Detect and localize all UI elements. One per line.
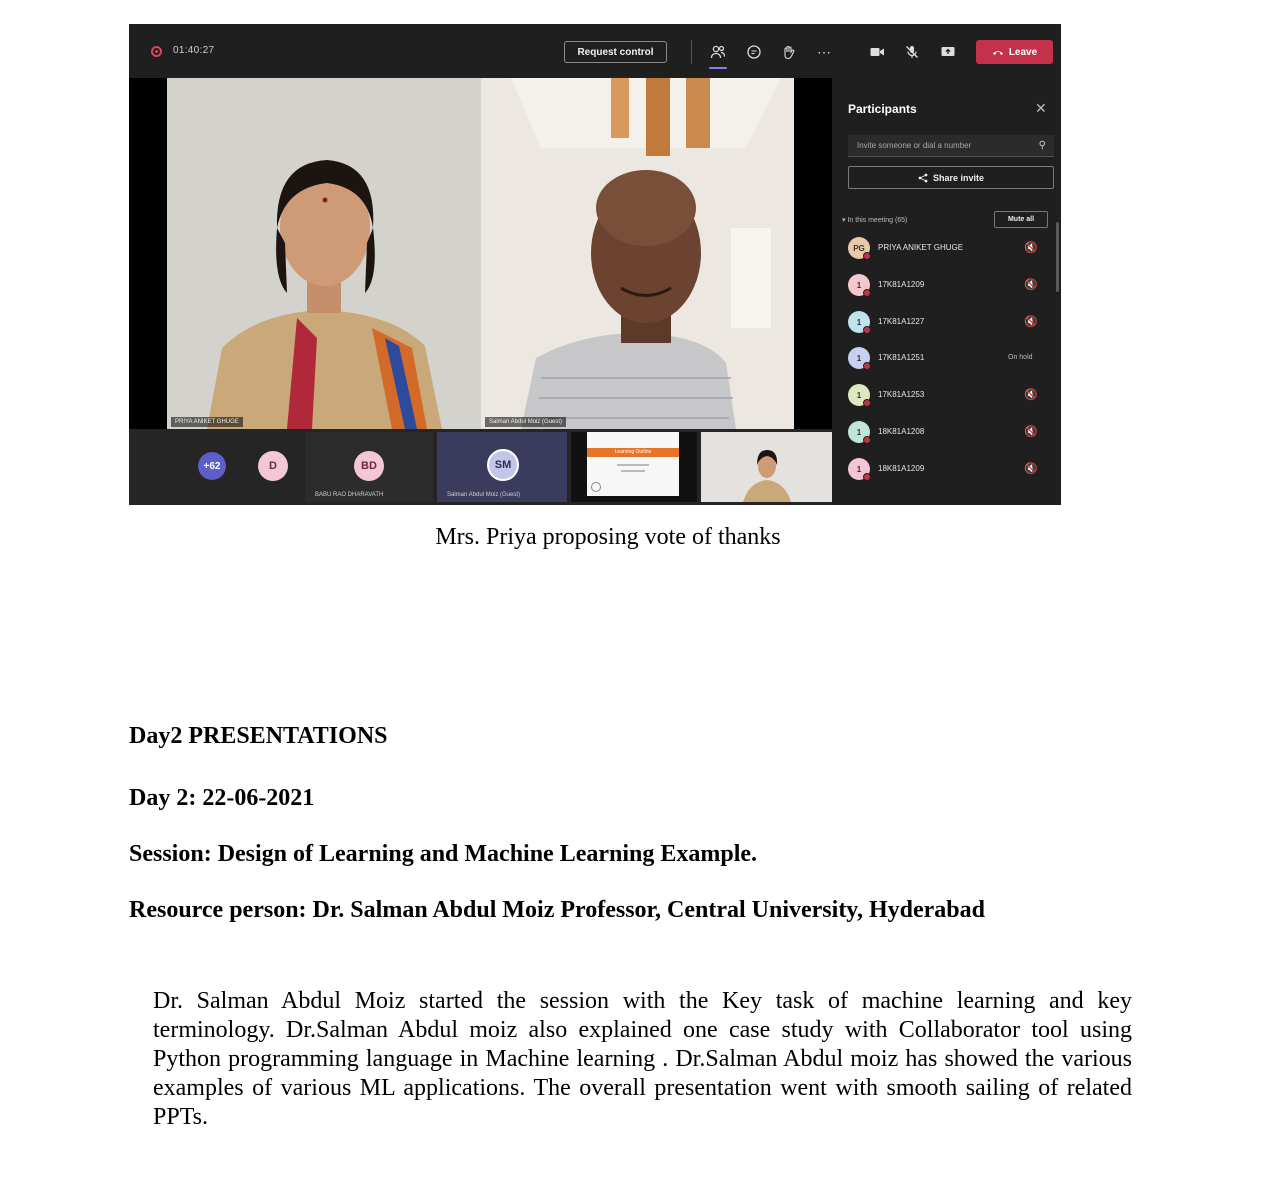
mic-off-icon: 🔇 <box>1024 463 1038 475</box>
mic-off-icon: 🔇 <box>1024 279 1038 291</box>
participant-avatar: 1 <box>848 384 870 406</box>
participant-row[interactable] <box>848 458 1058 484</box>
meeting-screenshot <box>129 24 1061 505</box>
request-control-button[interactable]: Request control <box>564 41 667 63</box>
raise-hand-icon[interactable] <box>778 41 800 63</box>
participant-tile-name: BABU RAO DHARAVATH <box>315 492 384 498</box>
leave-label: Leave <box>1008 46 1038 58</box>
participant-name: 18K81A1208 <box>878 427 925 436</box>
mic-off-icon: 🔇 <box>1024 242 1038 254</box>
phone-hangup-icon <box>992 48 1004 56</box>
participant-tile-bd[interactable] <box>305 432 433 502</box>
participant-row[interactable] <box>848 311 1058 337</box>
meeting-timer: 01:40:27 <box>173 45 215 56</box>
share-screen-icon[interactable] <box>937 41 959 63</box>
participant-name: 17K81A1251 <box>878 353 925 362</box>
participant-avatar: 1 <box>848 421 870 443</box>
people-icon[interactable] <box>707 41 729 63</box>
self-video-tile[interactable] <box>701 432 832 502</box>
participant-name: PRIYA ANIKET GHUGE <box>878 243 964 252</box>
participant-name: 17K81A1227 <box>878 317 925 326</box>
participant-avatar: 1 <box>848 347 870 369</box>
slide-thumbnail <box>587 432 679 496</box>
participant-avatar-sm: SM <box>487 449 519 481</box>
participant-name: 18K81A1209 <box>878 464 925 473</box>
video-feed-image <box>481 78 794 429</box>
day-heading: Day 2: 22-06-2021 <box>129 785 315 811</box>
in-meeting-header[interactable]: ▾ In this meeting (65) <box>842 217 908 224</box>
invite-search-input[interactable] <box>848 135 1054 157</box>
participant-avatar-d[interactable]: D <box>258 451 288 481</box>
slide-title: Learning Outline <box>587 448 679 457</box>
leave-button[interactable] <box>976 40 1053 64</box>
participant-row[interactable] <box>848 274 1058 300</box>
mute-all-button[interactable]: Mute all <box>994 211 1048 228</box>
session-summary-paragraph: Dr. Salman Abdul Moiz started the session with the Key task of machine learning and key terminology. Dr.Salman Abdul moiz also explained one case study with Collaborator tool using Python programming language in Machine learning . Dr.Salman Abdul moiz has showed the various examples of various ML applications. The overall presentation went with smooth sailing of related PPTs. <box>153 988 1132 1130</box>
slide-line <box>617 464 649 466</box>
share-invite-label: Share invite <box>932 172 985 183</box>
mic-off-icon[interactable] <box>901 41 923 63</box>
mic-off-icon: 🔇 <box>1024 389 1038 401</box>
participant-tile-name: Salman Abdul Moiz (Guest) <box>447 492 521 498</box>
participant-avatar: 1 <box>848 274 870 296</box>
share-icon <box>918 173 928 183</box>
search-icon[interactable]: ⚲ <box>1038 140 1046 151</box>
shared-slide-tile[interactable] <box>571 432 697 502</box>
session-heading: Session: Design of Learning and Machine Learning Example. <box>129 841 758 867</box>
participant-avatar-bd: BD <box>354 451 384 481</box>
participant-row[interactable] <box>848 384 1058 410</box>
participants-panel <box>832 78 1061 505</box>
mic-off-icon: 🔇 <box>1024 426 1038 438</box>
toolbar-divider <box>691 40 692 64</box>
video-feed-image <box>167 78 481 429</box>
participant-row[interactable] <box>848 347 1058 373</box>
section-heading: Day2 PRESENTATIONS <box>129 723 388 749</box>
participant-avatar: 1 <box>848 311 870 333</box>
close-icon[interactable]: ✕ <box>1035 100 1047 116</box>
meeting-toolbar <box>129 24 1061 78</box>
participants-title: Participants <box>848 102 917 116</box>
mic-off-icon: 🔇 <box>1024 316 1038 328</box>
camera-icon[interactable] <box>866 41 888 63</box>
participant-name: 17K81A1253 <box>878 390 925 399</box>
participant-avatar: 1 <box>848 458 870 480</box>
participant-tile-sm[interactable] <box>437 432 567 502</box>
video-name-tag: PRIYA ANIKET GHUGE <box>171 417 243 427</box>
participant-row[interactable] <box>848 421 1058 447</box>
video-name-tag: Salman Abdul Moiz (Guest) <box>485 417 566 427</box>
more-icon[interactable]: ⋯ <box>817 43 831 60</box>
video-tile-priya[interactable] <box>167 78 481 429</box>
video-stage <box>129 78 832 429</box>
share-invite-button[interactable] <box>848 166 1054 189</box>
invite-placeholder: Invite someone or dial a number <box>857 141 972 150</box>
resource-person-heading: Resource person: Dr. Salman Abdul Moiz Professor, Central University, Hyderabad <box>129 897 985 923</box>
figure-caption: Mrs. Priya proposing vote of thanks <box>435 524 781 550</box>
in-meeting-label: In this meeting (65) <box>847 217 908 224</box>
recording-icon <box>151 46 162 57</box>
participant-row[interactable] <box>848 237 1058 263</box>
participant-name: 17K81A1209 <box>878 280 925 289</box>
video-tile-salman[interactable] <box>481 78 794 429</box>
on-hold-status: On hold <box>1008 354 1033 361</box>
university-logo-icon <box>591 482 601 492</box>
participant-avatar: PG <box>848 237 870 259</box>
more-participants-badge[interactable]: +62 <box>198 452 226 480</box>
chat-icon[interactable] <box>743 41 765 63</box>
self-video-image <box>701 432 832 502</box>
participant-strip <box>129 429 832 505</box>
slide-line <box>621 470 645 472</box>
